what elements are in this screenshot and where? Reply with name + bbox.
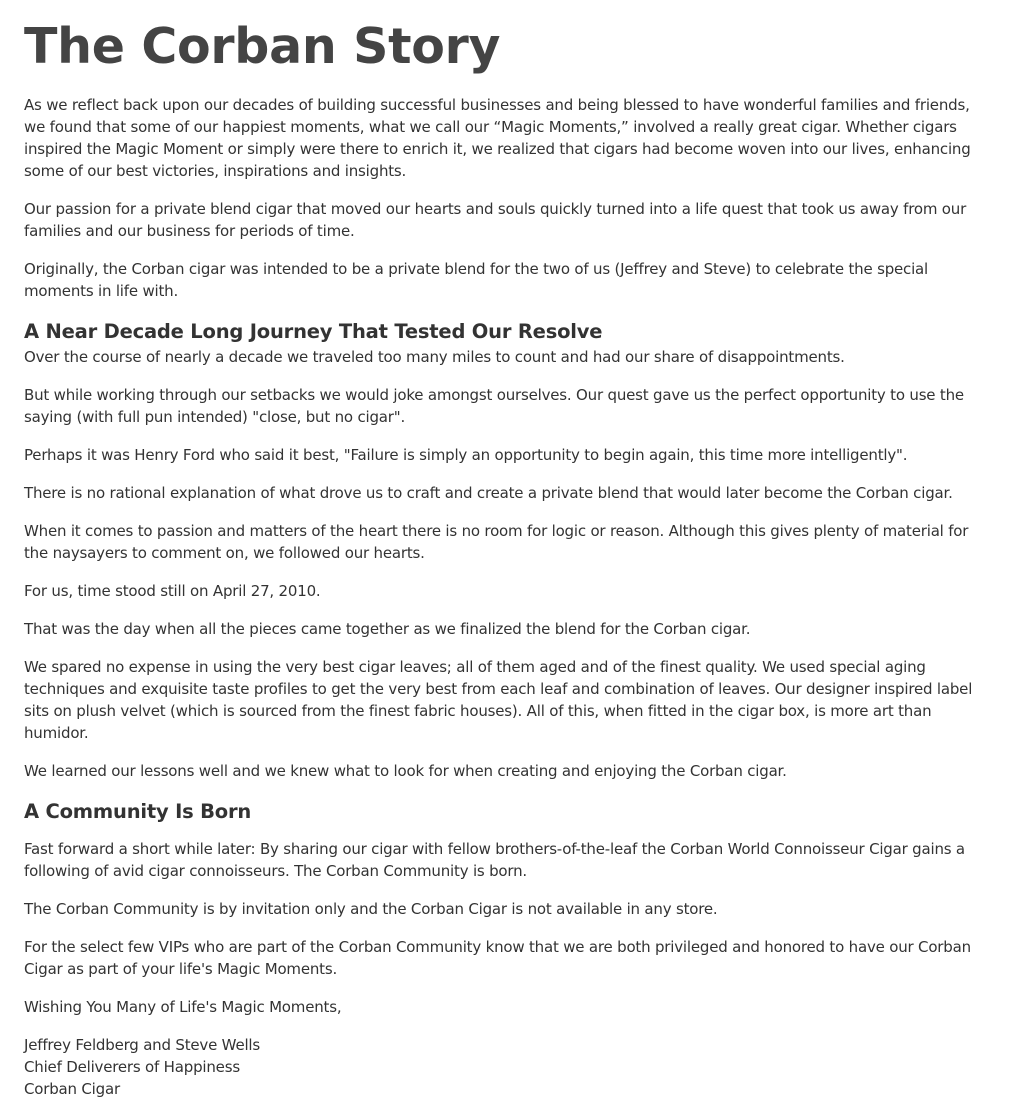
journey-paragraph: When it comes to passion and matters of the heart there is no room for logic or reason. Although this gives plenty of material for the naysayers to comment on, we followed our hearts. <box>24 522 969 562</box>
journey-paragraph: We learned our lessons well and we knew what to look for when creating and enjoying the Corban cigar. <box>24 762 787 780</box>
community-section <box>24 798 974 1018</box>
journey-paragraph: Over the course of nearly a decade we traveled too many miles to count and had our share of disappointments. <box>24 348 845 366</box>
community-heading: A Community Is Born <box>24 800 252 823</box>
intro-paragraph: As we reflect back upon our decades of building successful businesses and being blessed to have wonderful families and friends, we found that some of our happiest moments, what we call our “Magic Moments,” involved a really great cigar. Whether cigars inspired the Magic Moment or simply were there to enrich it, we realized that cigars had become woven into our lives, enhancing some of our best victories, inspirations and insights. <box>24 96 971 180</box>
community-paragraph: For the select few VIPs who are part of the Corban Community know that we are both privileged and honored to have our Corban Cigar as part of your life's Magic Moments. <box>24 938 971 978</box>
signature-block <box>24 1034 974 1100</box>
signature-role: Chief Deliverers of Happiness <box>24 1058 240 1076</box>
intro-paragraph: Our passion for a private blend cigar that moved our hearts and souls quickly turned into a life quest that took us away from our families and our business for periods of time. <box>24 200 967 240</box>
community-paragraph: The Corban Community is by invitation only and the Corban Cigar is not available in any store. <box>24 900 718 918</box>
signature-names: Jeffrey Feldberg and Steve Wells <box>24 1036 261 1054</box>
journey-paragraph: That was the day when all the pieces came together as we finalized the blend for the Corban cigar. <box>24 620 751 638</box>
journey-heading: A Near Decade Long Journey That Tested Our Resolve <box>24 320 603 343</box>
journey-paragraph: But while working through our setbacks we would joke amongst ourselves. Our quest gave us the perfect opportunity to use the saying (with full pun intended) "close, but no cigar". <box>24 386 964 426</box>
community-paragraph: Fast forward a short while later: By sharing our cigar with fellow brothers-of-the-leaf the Corban World Connoisseur Cigar gains a following of avid cigar connoisseurs. The Corban Community is born. <box>24 840 965 880</box>
journey-paragraph: Perhaps it was Henry Ford who said it best, "Failure is simply an opportunity to begin again, this time more intelligently". <box>24 446 908 464</box>
journey-paragraph: For us, time stood still on April 27, 2010. <box>24 582 321 600</box>
signature-company: Corban Cigar <box>24 1080 120 1098</box>
page-title: The Corban Story <box>24 18 501 75</box>
intro-paragraph: Originally, the Corban cigar was intended to be a private blend for the two of us (Jeffrey and Steve) to celebrate the special moments in life with. <box>24 260 929 300</box>
journey-paragraph: We spared no expense in using the very best cigar leaves; all of them aged and of the finest quality. We used special aging techniques and exquisite taste profiles to get the very best from each leaf and combination of leaves. Our designer inspired label sits on plush velvet (which is sourced from the finest fabric houses). All of this, when fitted in the cigar box, is more art than humidor. <box>24 658 973 742</box>
closing-line: Wishing You Many of Life's Magic Moments, <box>24 998 342 1016</box>
intro-section <box>24 94 974 302</box>
journey-section <box>24 318 974 782</box>
journey-paragraph: There is no rational explanation of what drove us to craft and create a private blend that would later become the Corban cigar. <box>24 484 953 502</box>
